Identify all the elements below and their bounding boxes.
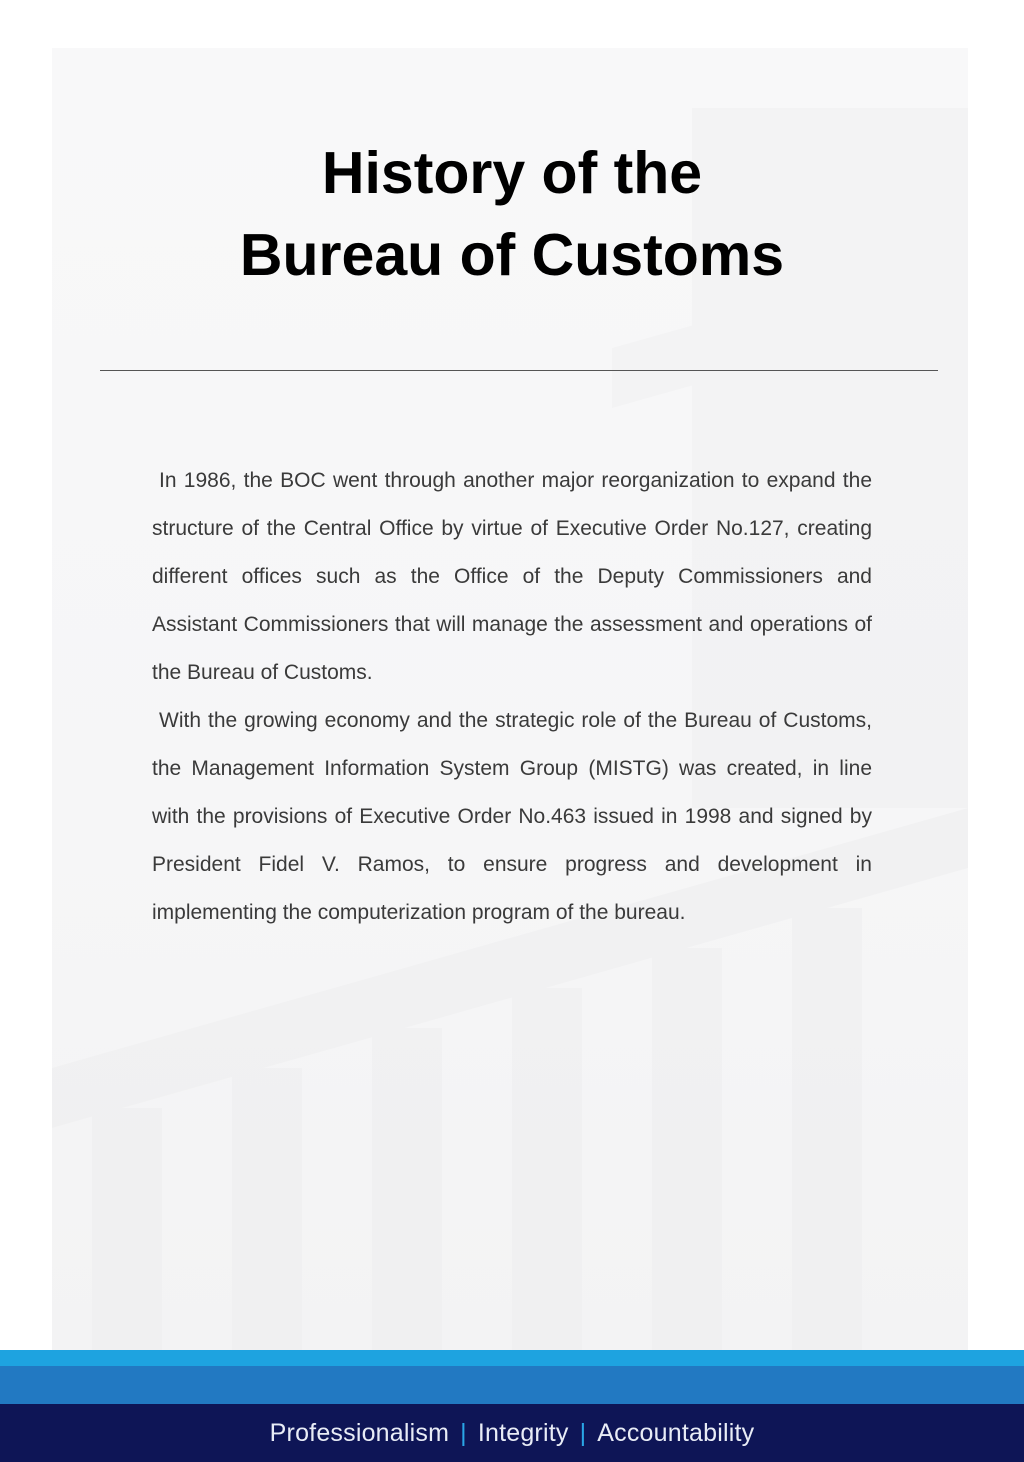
motto-professionalism: Professionalism	[269, 1418, 450, 1447]
history-body	[152, 457, 872, 937]
motto-separator-1: |	[460, 1418, 467, 1447]
paragraph-1: In 1986, the BOC went through another major reorganization to expand the structure of the Central Office by virtue of Executive Order No.127, creating different offices such as the Office of the Deputy Commissioners and Assistant Commissioners that will manage the assessment and operations of the Bureau of Customs.	[152, 469, 872, 684]
title-line-1: History of the	[321, 140, 703, 206]
motto-accountability: Accountability	[597, 1418, 755, 1447]
footer-motto	[0, 1404, 1024, 1462]
motto-integrity: Integrity	[477, 1418, 569, 1447]
motto-separator-2: |	[579, 1418, 587, 1447]
page-title	[0, 132, 1024, 296]
title-divider	[100, 370, 938, 371]
title-line-2: Bureau of Customs	[239, 222, 785, 288]
footer-stripe-light	[0, 1350, 1024, 1366]
footer-stripe-mid	[0, 1366, 1024, 1404]
paragraph-2: With the growing economy and the strategic role of the Bureau of Customs, the Management Information System Group (MISTG) was created, in line with the provisions of Executive Order No.463 issued in 1998 and signed by President Fidel V. Ramos, to ensure progress and development in implementing the computerization program of the bureau.	[152, 709, 872, 924]
